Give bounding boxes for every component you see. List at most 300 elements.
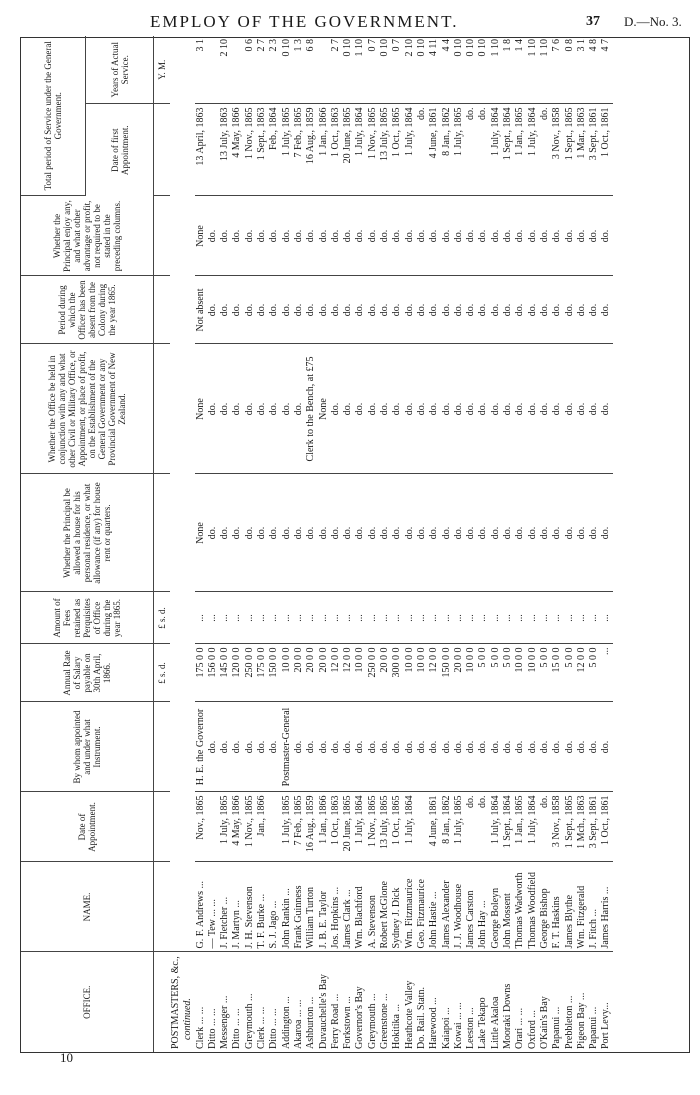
cell-office: Greymouth ... xyxy=(366,993,378,1049)
cell-advantage: do. xyxy=(281,196,293,276)
cell-date: 7 Feb., 1865 xyxy=(293,792,305,862)
employ-table xyxy=(21,36,613,1052)
cell-advantage: do. xyxy=(219,196,231,276)
table-row xyxy=(564,36,576,1052)
table-row xyxy=(404,36,416,1052)
units-house xyxy=(154,474,171,592)
cell-house: do. xyxy=(477,474,489,592)
cell-years-months: 0 6 xyxy=(244,36,256,104)
cell-other-office: do. xyxy=(231,344,243,474)
cell-fees: ... xyxy=(588,592,600,644)
cell-other-office: do. xyxy=(293,344,305,474)
cell-fees: ... xyxy=(207,592,219,644)
cell-house: do. xyxy=(318,474,330,592)
cell-absent: Not absent xyxy=(195,276,207,344)
cell-name: — Tew ... ... xyxy=(207,862,219,952)
section-label: POSTMASTERS, &c., xyxy=(170,956,181,1049)
cell-fees: ... xyxy=(551,592,563,644)
cell-appointed-by: do. xyxy=(330,702,342,792)
cell-advantage: do. xyxy=(441,196,453,276)
cell-years-months: 4 8 xyxy=(588,36,600,104)
cell-date xyxy=(207,792,219,862)
cell-absent: do. xyxy=(256,276,268,344)
cell-date: 1 Sept., 1865 xyxy=(564,792,576,862)
cell-fees: ... xyxy=(244,592,256,644)
cell-salary: 300 0 0 xyxy=(391,644,403,702)
cell-absent: do. xyxy=(231,276,243,344)
cell-first-appointment: 1 Jan., 1865 xyxy=(514,104,526,196)
units-years: Y. M. xyxy=(154,36,171,104)
cell-advantage: do. xyxy=(391,196,403,276)
table-row xyxy=(244,36,256,1052)
table-row xyxy=(539,36,551,1052)
cell-years-months: 1 10 xyxy=(539,36,551,104)
cell-absent: do. xyxy=(342,276,354,344)
cell-office: Addington ... xyxy=(280,996,292,1049)
cell-fees: ... xyxy=(477,592,489,644)
cell-name: James Clark ... xyxy=(342,862,354,952)
cell-house: do. xyxy=(539,474,551,592)
cell-advantage: do. xyxy=(268,196,280,276)
cell-date: 1 July, 1864 xyxy=(354,792,366,862)
cell-date: Nov., 1865 xyxy=(195,792,207,862)
cell-absent: do. xyxy=(477,276,489,344)
units-name xyxy=(154,862,171,952)
cell-appointed-by: do. xyxy=(256,702,268,792)
cell-absent: do. xyxy=(490,276,502,344)
cell-advantage: do. xyxy=(576,196,588,276)
cell-appointed-by: do. xyxy=(527,702,539,792)
col-fees: Amount of Fees retained as Perquisites of Office during the year 1865. xyxy=(21,592,154,644)
cell-years-months: 0 10 xyxy=(453,36,465,104)
table-row xyxy=(318,36,330,1052)
cell-first-appointment: 13 July, 1865 xyxy=(379,104,391,196)
cell-date: 1 Jan., 1865 xyxy=(514,792,526,862)
section-spacer xyxy=(170,36,182,952)
cell-appointed-by: do. xyxy=(219,702,231,792)
cell-appointed-by: do. xyxy=(600,702,612,792)
cell-absent: do. xyxy=(502,276,514,344)
col-house: Whether the Principal be allowed a house for his personal residence, or what allowance (if any) for house rent or quarters. xyxy=(21,474,154,592)
cell-house: do. xyxy=(564,474,576,592)
col-salary: Annual Rate of Salary payable on 30th April, 1866. xyxy=(21,644,154,702)
cell-name: John Hastie ... xyxy=(428,862,440,952)
cell-fees: ... xyxy=(305,592,317,644)
cell-name: Geo. Fitzmaurice xyxy=(416,862,428,952)
cell-first-appointment: 1 Sept., 1864 xyxy=(502,104,514,196)
cell-date: do. xyxy=(477,792,489,862)
cell-name: Frank Guinness xyxy=(293,862,305,952)
cell-name: J. Martyn ... xyxy=(231,862,243,952)
cell-appointed-by: do. xyxy=(502,702,514,792)
cell-first-appointment: 20 June, 1865 xyxy=(342,104,354,196)
cell-advantage: do. xyxy=(527,196,539,276)
cell-office: Messenger ... xyxy=(219,995,231,1049)
cell-years-months: 2 7 xyxy=(256,36,268,104)
cell-office: Ditto ... ... xyxy=(206,1008,218,1049)
cell-house: do. xyxy=(367,474,379,592)
cell-advantage: do. xyxy=(256,196,268,276)
cell-house: do. xyxy=(576,474,588,592)
cell-appointed-by: do. xyxy=(441,702,453,792)
footer-page-number: 10 xyxy=(60,1050,73,1065)
cell-other-office: do. xyxy=(428,344,440,474)
cell-salary: 5 0 0 xyxy=(490,644,502,702)
cell-fees: ... xyxy=(600,592,612,644)
cell-absent: do. xyxy=(330,276,342,344)
cell-house: do. xyxy=(231,474,243,592)
cell-date: do. xyxy=(465,792,477,862)
cell-years-months: 0 10 xyxy=(416,36,428,104)
cell-years-months: 4 7 xyxy=(600,36,612,104)
cell-fees: ... xyxy=(354,592,366,644)
col-period-absent: Period during which the Officer has been absent from the Colony during the year 1865. xyxy=(21,276,154,344)
cell-office: Oxford ... xyxy=(526,1010,538,1049)
section-sublabel: continued. xyxy=(182,998,194,1040)
cell-name: T. F. Burke ... xyxy=(256,862,268,952)
rotated-table-container xyxy=(20,37,690,1053)
cell-fees: ... xyxy=(490,592,502,644)
cell-house: do. xyxy=(207,474,219,592)
cell-house: do. xyxy=(342,474,354,592)
cell-salary: 175 0 0 xyxy=(256,644,268,702)
cell-salary: 20 0 0 xyxy=(293,644,305,702)
cell-appointed-by: do. xyxy=(564,702,576,792)
cell-salary: 10 0 0 xyxy=(465,644,477,702)
cell-salary: 10 0 0 xyxy=(404,644,416,702)
cell-name: Wm. Fitzmaurice xyxy=(404,862,416,952)
cell-salary: 5 0 0 xyxy=(588,644,600,702)
cell-date: 1 Nov., 1865 xyxy=(244,792,256,862)
cell-absent: do. xyxy=(367,276,379,344)
table-row xyxy=(453,36,465,1052)
cell-house: do. xyxy=(391,474,403,592)
cell-date: 13 July, 1865 xyxy=(379,792,391,862)
units-fees: £ s. d. xyxy=(154,592,171,644)
table-row xyxy=(490,36,502,1052)
cell-absent: do. xyxy=(305,276,317,344)
cell-first-appointment xyxy=(207,104,219,196)
cell-fees: ... xyxy=(293,592,305,644)
section-row xyxy=(170,36,182,1052)
cell-office: Papanui ... xyxy=(551,1006,563,1049)
cell-first-appointment: 1 July, 1865 xyxy=(281,104,293,196)
cell-years-months: 1 8 xyxy=(502,36,514,104)
cell-fees: ... xyxy=(391,592,403,644)
cell-name: James Harris ... xyxy=(600,862,612,952)
cell-advantage: do. xyxy=(293,196,305,276)
col-office: OFFICE. xyxy=(21,952,154,1052)
cell-fees: ... xyxy=(231,592,243,644)
cell-date: 20 June, 1865 xyxy=(342,792,354,862)
cell-absent: do. xyxy=(600,276,612,344)
cell-advantage: do. xyxy=(465,196,477,276)
cell-salary: 5 0 0 xyxy=(477,644,489,702)
cell-other-office: do. xyxy=(367,344,379,474)
table-row xyxy=(293,36,305,1052)
cell-house: do. xyxy=(416,474,428,592)
table-row xyxy=(367,36,379,1052)
cell-salary: 5 0 0 xyxy=(502,644,514,702)
cell-name: J. Fitch ... xyxy=(588,862,600,952)
cell-house: do. xyxy=(305,474,317,592)
cell-appointed-by: do. xyxy=(391,702,403,792)
cell-appointed-by: do. xyxy=(207,702,219,792)
col-date-first: Date of first Appointment. xyxy=(86,104,154,196)
cell-advantage: do. xyxy=(564,196,576,276)
table-row xyxy=(207,36,219,1052)
cell-name: Sydney J. Dick xyxy=(391,862,403,952)
cell-appointed-by: do. xyxy=(453,702,465,792)
cell-advantage: do. xyxy=(588,196,600,276)
document-reference: D.—No. 3. xyxy=(624,14,682,29)
table-row xyxy=(416,36,428,1052)
cell-name: Thomas Wadworth xyxy=(514,862,526,952)
cell-absent: do. xyxy=(576,276,588,344)
cell-fees: ... xyxy=(527,592,539,644)
cell-name: George Boleyn xyxy=(490,862,502,952)
cell-appointed-by: do. xyxy=(428,702,440,792)
cell-name: J. B. E. Taylor xyxy=(318,862,330,952)
cell-office: Orari ... ... xyxy=(514,1007,526,1049)
col-date-appointment: Date of Appointment. xyxy=(21,792,154,862)
header-row xyxy=(21,36,86,1052)
cell-other-office: do. xyxy=(256,344,268,474)
cell-advantage: do. xyxy=(404,196,416,276)
cell-absent: do. xyxy=(527,276,539,344)
cell-years-months: 3 1 xyxy=(576,36,588,104)
cell-advantage: do. xyxy=(379,196,391,276)
table-row xyxy=(330,36,342,1052)
table-row xyxy=(281,36,293,1052)
cell-fees: ... xyxy=(564,592,576,644)
cell-office: Greenstone ... xyxy=(379,993,391,1049)
cell-name: Robert McGlone xyxy=(379,862,391,952)
cell-other-office: do. xyxy=(477,344,489,474)
cell-first-appointment: 8 Jan., 1862 xyxy=(441,104,453,196)
cell-salary: 5 0 0 xyxy=(564,644,576,702)
section-subspacer xyxy=(182,36,194,952)
cell-date: 1 July, 1865 xyxy=(219,792,231,862)
cell-absent: do. xyxy=(293,276,305,344)
cell-name: James Alexander xyxy=(441,862,453,952)
cell-advantage: do. xyxy=(428,196,440,276)
table-row xyxy=(502,36,514,1052)
cell-salary: ... xyxy=(600,644,612,702)
cell-other-office: do. xyxy=(564,344,576,474)
col-years-actual: Years of Actual Service. xyxy=(86,36,154,104)
cell-house: do. xyxy=(428,474,440,592)
cell-appointed-by: do. xyxy=(539,702,551,792)
cell-office: Forkstown ... xyxy=(342,996,354,1049)
cell-house: do. xyxy=(256,474,268,592)
cell-fees: ... xyxy=(453,592,465,644)
cell-office: Prebbleton ... xyxy=(563,995,575,1049)
cell-appointed-by: do. xyxy=(404,702,416,792)
cell-years-months: 1 10 xyxy=(490,36,502,104)
cell-house: do. xyxy=(514,474,526,592)
cell-appointed-by: do. xyxy=(354,702,366,792)
cell-first-appointment: 1 Sept., 1865 xyxy=(564,104,576,196)
cell-appointed-by: do. xyxy=(477,702,489,792)
cell-fees: ... xyxy=(428,592,440,644)
cell-fees: ... xyxy=(281,592,293,644)
cell-salary: 120 0 0 xyxy=(231,644,243,702)
units-salary: £ s. d. xyxy=(154,644,171,702)
cell-first-appointment: 3 Sept., 1861 xyxy=(588,104,600,196)
cell-first-appointment: do. xyxy=(416,104,428,196)
cell-absent: do. xyxy=(588,276,600,344)
cell-other-office: do. xyxy=(551,344,563,474)
cell-other-office: do. xyxy=(416,344,428,474)
cell-first-appointment: 13 April, 1863 xyxy=(195,104,207,196)
cell-other-office: do. xyxy=(600,344,612,474)
cell-house: do. xyxy=(490,474,502,592)
cell-years-months xyxy=(231,36,243,104)
cell-absent: do. xyxy=(416,276,428,344)
cell-office: Harewood ... xyxy=(428,997,440,1049)
cell-office: Duvauchelle's Bay xyxy=(317,974,329,1049)
cell-date: 1 July, 1864 xyxy=(527,792,539,862)
cell-advantage: do. xyxy=(514,196,526,276)
cell-years-months: 0 10 xyxy=(477,36,489,104)
cell-date: 1 Oct., 1861 xyxy=(600,792,612,862)
cell-absent: do. xyxy=(354,276,366,344)
cell-salary: 10 0 0 xyxy=(416,644,428,702)
cell-appointed-by: do. xyxy=(514,702,526,792)
cell-advantage: do. xyxy=(305,196,317,276)
section-subrow xyxy=(182,36,194,1052)
cell-years-months: 0 7 xyxy=(367,36,379,104)
cell-years-months: 0 10 xyxy=(379,36,391,104)
cell-first-appointment: do. xyxy=(477,104,489,196)
cell-appointed-by: do. xyxy=(576,702,588,792)
cell-first-appointment: 1 Oct., 1865 xyxy=(391,104,403,196)
cell-absent: do. xyxy=(244,276,256,344)
cell-date: 1 July, 1865 xyxy=(453,792,465,862)
cell-other-office: do. xyxy=(219,344,231,474)
cell-other-office: do. xyxy=(502,344,514,474)
cell-appointed-by: Postmaster-General xyxy=(281,702,293,792)
table-row xyxy=(465,36,477,1052)
cell-absent: do. xyxy=(564,276,576,344)
cell-appointed-by: do. xyxy=(231,702,243,792)
cell-date: 3 Nov., 1858 xyxy=(551,792,563,862)
cell-absent: do. xyxy=(281,276,293,344)
cell-office: Leeston ... xyxy=(465,1007,477,1049)
cell-appointed-by: do. xyxy=(318,702,330,792)
cell-appointed-by: do. xyxy=(379,702,391,792)
cell-office: Papanui ... xyxy=(588,1006,600,1049)
cell-salary: 150 0 0 xyxy=(441,644,453,702)
cell-appointed-by: do. xyxy=(244,702,256,792)
cell-salary: 12 0 0 xyxy=(330,644,342,702)
cell-advantage: do. xyxy=(539,196,551,276)
cell-house: do. xyxy=(268,474,280,592)
cell-date xyxy=(268,792,280,862)
cell-office: Heathcote Valley xyxy=(403,980,415,1049)
cell-first-appointment: 4 June, 1861 xyxy=(428,104,440,196)
cell-house: do. xyxy=(244,474,256,592)
cell-salary: 156 0 0 xyxy=(207,644,219,702)
cell-fees: ... xyxy=(195,592,207,644)
cell-appointed-by: do. xyxy=(268,702,280,792)
cell-advantage: do. xyxy=(318,196,330,276)
cell-salary: 20 0 0 xyxy=(453,644,465,702)
cell-other-office: do. xyxy=(379,344,391,474)
cell-absent: do. xyxy=(514,276,526,344)
cell-years-months xyxy=(207,36,219,104)
cell-fees: ... xyxy=(256,592,268,644)
table-row xyxy=(391,36,403,1052)
cell-advantage: do. xyxy=(490,196,502,276)
cell-years-months: 2 10 xyxy=(219,36,231,104)
cell-date: do. xyxy=(539,792,551,862)
cell-fees: ... xyxy=(404,592,416,644)
cell-date: 4 May, 1866 xyxy=(231,792,243,862)
cell-advantage: do. xyxy=(231,196,243,276)
table-row xyxy=(551,36,563,1052)
cell-salary: 10 0 0 xyxy=(281,644,293,702)
cell-first-appointment: Feb., 1864 xyxy=(268,104,280,196)
cell-years-months: 6 8 xyxy=(305,36,317,104)
cell-house: do. xyxy=(330,474,342,592)
table-row xyxy=(379,36,391,1052)
cell-absent: do. xyxy=(391,276,403,344)
cell-name: Wm. Fitzgerald xyxy=(576,862,588,952)
cell-advantage: do. xyxy=(354,196,366,276)
cell-first-appointment: 1 Nov., 1865 xyxy=(244,104,256,196)
page-number: 37 xyxy=(586,14,600,29)
cell-name: A. Stevenson xyxy=(367,862,379,952)
cell-appointed-by: do. xyxy=(342,702,354,792)
cell-salary: 20 0 0 xyxy=(305,644,317,702)
cell-house: do. xyxy=(502,474,514,592)
table-row xyxy=(477,36,489,1052)
cell-first-appointment: 1 Oct., 1861 xyxy=(600,104,612,196)
cell-date: 1 Jan., 1866 xyxy=(318,792,330,862)
cell-advantage: do. xyxy=(551,196,563,276)
cell-office: Do. Rail. Statn. xyxy=(415,987,427,1049)
cell-fees: ... xyxy=(268,592,280,644)
cell-absent: do. xyxy=(465,276,477,344)
cell-years-months: 0 10 xyxy=(281,36,293,104)
cell-name: William Turton xyxy=(305,862,317,952)
cell-absent: do. xyxy=(219,276,231,344)
cell-years-months: 0 7 xyxy=(391,36,403,104)
cell-other-office: do. xyxy=(453,344,465,474)
cell-advantage: do. xyxy=(477,196,489,276)
table-row xyxy=(231,36,243,1052)
units-other xyxy=(154,344,171,474)
cell-advantage: do. xyxy=(453,196,465,276)
cell-first-appointment: 1 July, 1865 xyxy=(453,104,465,196)
cell-absent: do. xyxy=(428,276,440,344)
units-first xyxy=(154,104,171,196)
cell-years-months: 7 6 xyxy=(551,36,563,104)
cell-salary: 20 0 0 xyxy=(379,644,391,702)
cell-other-office: None xyxy=(195,344,207,474)
cell-salary: 12 0 0 xyxy=(428,644,440,702)
cell-advantage: do. xyxy=(367,196,379,276)
cell-salary: 150 0 0 xyxy=(268,644,280,702)
cell-office: Hokitika ... xyxy=(391,1004,403,1049)
cell-first-appointment: 1 July, 1864 xyxy=(527,104,539,196)
cell-years-months: 3 1 xyxy=(195,36,207,104)
cell-salary: 12 0 0 xyxy=(576,644,588,702)
cell-office: Pigeon Bay ... xyxy=(575,992,587,1049)
units-absent xyxy=(154,276,171,344)
